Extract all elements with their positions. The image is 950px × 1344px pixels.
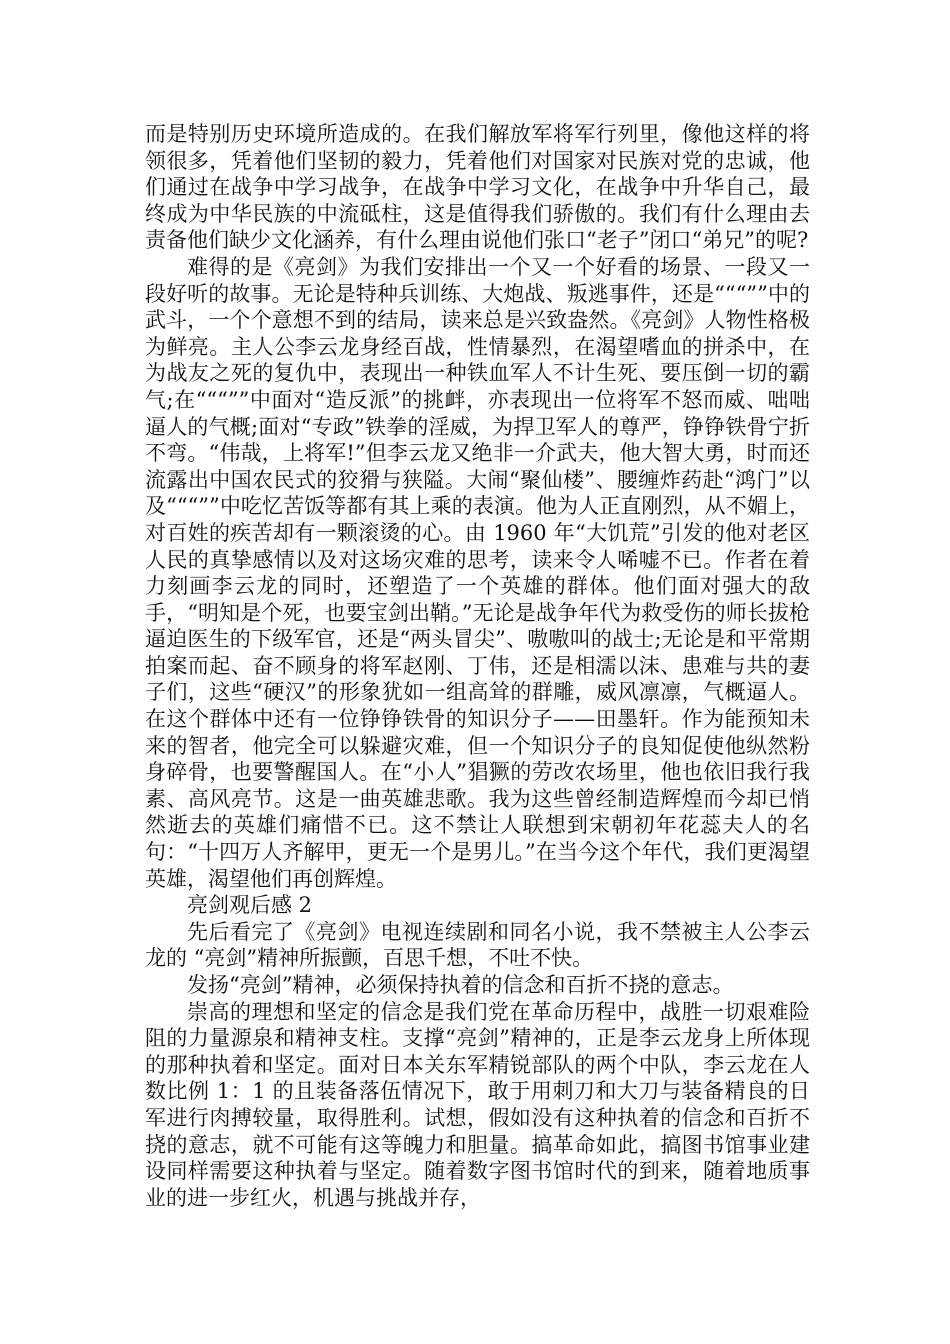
paragraph-continuation: 而是特别历史环境所造成的。在我们解放军将军行列里，像他这样的将领很多，凭着他们坚韧的毅力，凭着他们对国家对民族对党的忠诚，他们通过在战争中学习战争，在战争中学习文化，在战争中升华自己，最终成为中华民族的中流砥柱，这是值得我们骄傲的。我们有什么理由去责备他们缺少文化涵养，有什么理由说他们张口“老子”闭口“弟兄”的呢? xyxy=(145,122,810,253)
paragraph-intro: 先后看完了《亮剑》电视连续剧和同名小说，我不禁被主人公李云龙的 “亮剑”精神所振颤，百思千想，不吐不快。 xyxy=(145,919,810,971)
body-text xyxy=(145,121,810,1211)
paragraph-belief: 崇高的理想和坚定的信念是我们党在革命历程中，战胜一切艰难险阻的力量源泉和精神支柱。支撑“亮剑”精神的，正是李云龙身上所体现的那种执着和坚定。面对日本关东军精锐部队的两个中队，李云龙在人数比例 1：1 的且装备落伍情况下，敢于用刺刀和大刀与装备精良的日军进行肉搏较量，取得胜利。试想，假如没有这种执着的信念和百折不挠的意志，就不可能有这等魄力和胆量。搞革命如此，搞图书馆事业建设同样需要这种执着与坚定。随着数字图书馆时代的到来，随着地质事业的进一步红火，机遇与挑战并存， xyxy=(145,999,810,1210)
paragraph-thesis: 发扬“亮剑”精神，必须保持执着的信念和百折不挠的意志。 xyxy=(187,973,734,997)
paragraph-characters: 难得的是《亮剑》为我们安排出一个又一个好看的场景、一段又一段好听的故事。无论是特种兵训练、大炮战、叛逃事件，还是“““””中的武斗，一个个意想不到的结局，读来总是兴致盎然。《亮剑》人物性格极为鲜亮。主人公李云龙身经百战，性情暴烈，在渴望嗜血的拼杀中，在为战友之死的复仇中，表现出一种铁血军人不计生死、要压倒一切的霸气;在“““””中面对“造反派”的挑衅，亦表现出一位将军不怒而威、咄咄逼人的气概;面对“专政”铁拳的淫威，为捍卫军人的尊严，铮铮铁骨宁折不弯。“伟哉，上将军!”但李云龙又绝非一介武夫，他大智大勇，时而还流露出中国农民式的狡猾与狭隘。大闹“聚仙楼”、腰缠炸药赴“鸿门”以及“““””中吃忆苦饭等都有其上乘的表演。他为人正直刚烈，从不媚上，对百姓的疾苦却有一颗滚烫的心。由 1960 年“大饥荒”引发的他对老区人民的真挚感情以及对这场灾难的思考，读来令人唏嘘不已。作者在着力刻画李云龙的同时，还塑造了一个英雄的群体。他们面对强大的敌手，“明知是个死，也要宝剑出鞘。”无论是战争年代为救受伤的师长拔枪逼迫医生的下级军官，还是“两头冒尖”、嗷嗷叫的战士;无论是和平常期拍案而起、奋不顾身的将军赵刚、丁伟，还是相濡以沫、患难与共的妻子们，这些“硬汉”的形象犹如一组高耸的群雕，威风凛凛，气概逼人。在这个群体中还有一位铮铮铁骨的知识分子——田墨轩。作为能预知未来的智者，他完全可以躲避灾难，但一个知识分子的良知促使他纵然粉身碎骨，也要警醒国人。在“小人”猖獗的劳改农场里，他也依旧我行我素、高风亮节。这是一曲英雄悲歌。我为这些曾经制造辉煌而今却已悄然逝去的英雄们痛惜不已。这不禁让人联想到宋朝初年花蕊夫人的名句：“十四万人齐解甲，更无一个是男儿。”在当今这个年代，我们更渴望英雄，渴望他们再创辉煌。 xyxy=(145,254,810,891)
section-heading: 亮剑观后感 2 xyxy=(187,893,313,918)
